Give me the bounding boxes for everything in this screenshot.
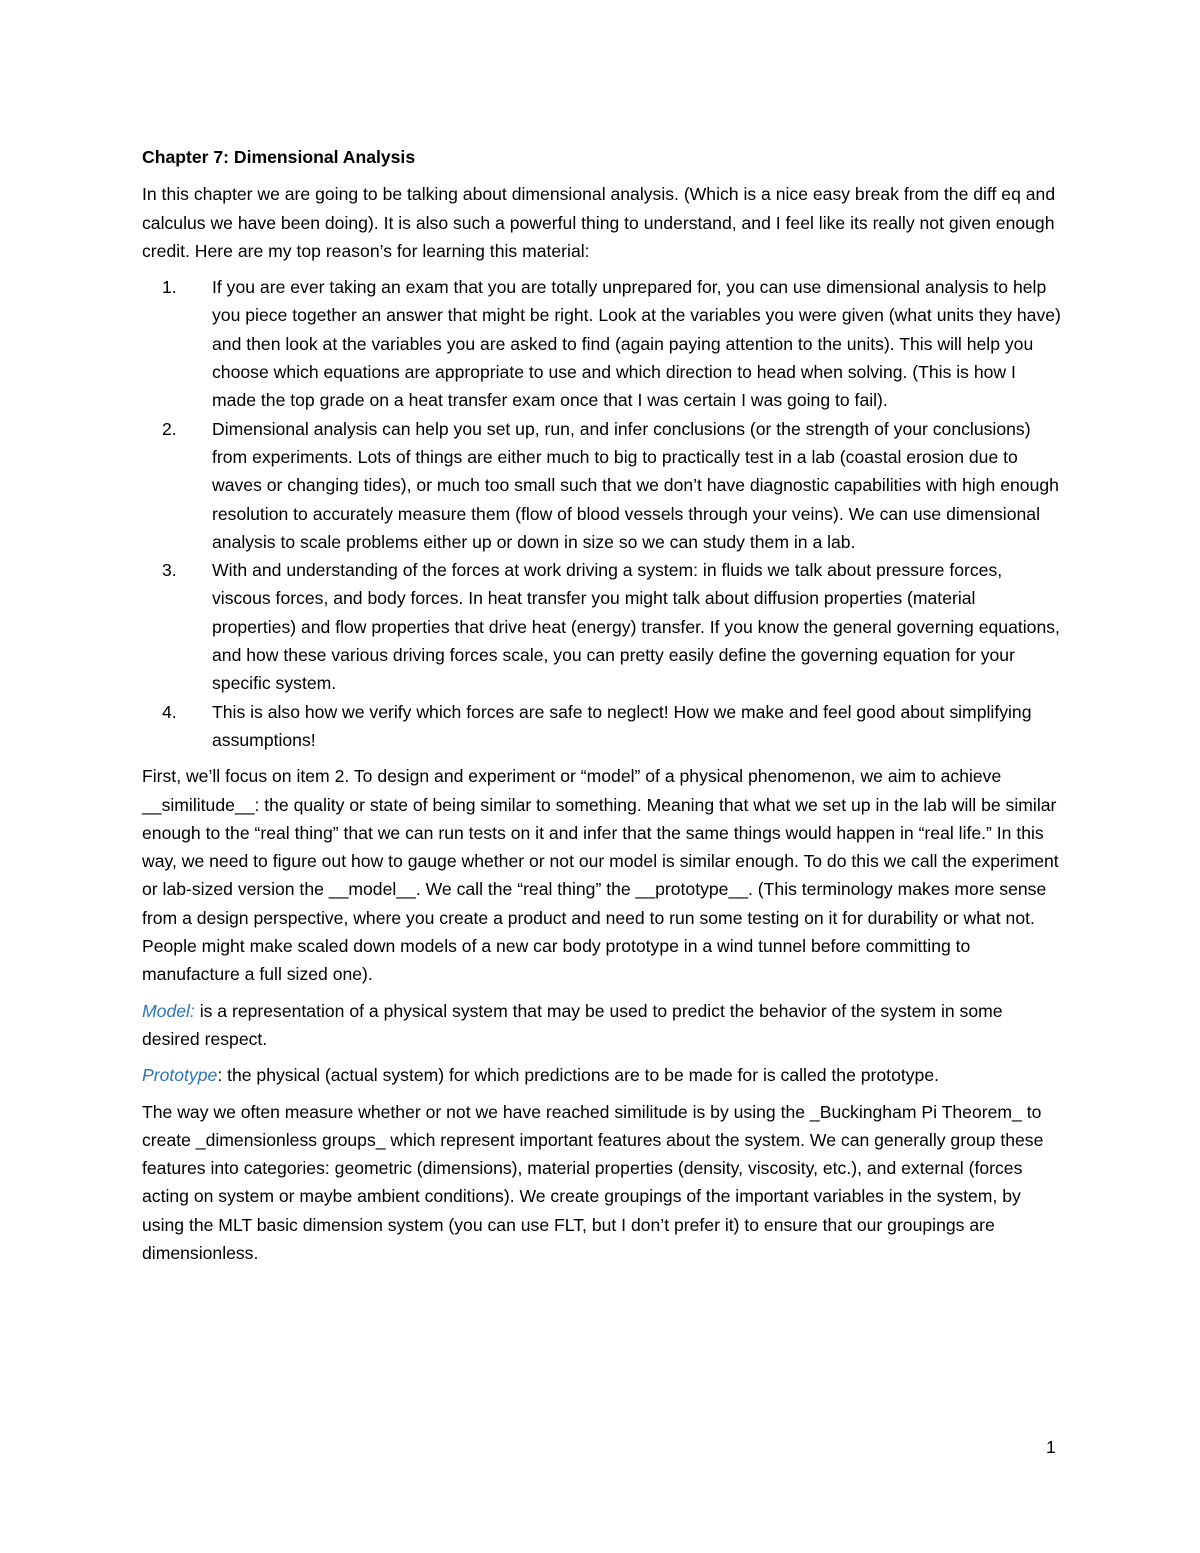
similitude-paragraph: First, we’ll focus on item 2. To design and experiment or “model” of a physical phenomenon, we aim to achieve __similitude__: the quality or state of being similar to something. Meaning that what we set up in the lab will be similar enough to the “real thing” that we can run tests on it and infer that the same things would happen in “real life.” In this way, we need to figure out how to gauge whether or not our model is similar enough. To do this we call the experiment or lab-sized version the __model__. We call the “real thing” the __prototype__. (This terminology makes more sense from a design perspective, where you create a product and need to run some testing on it for durability or what not. People might make scaled down models of a new car body prototype in a wind tunnel before committing to manufacture a full sized one). [142,766,1059,985]
list-item [142,273,1062,414]
page-number: 1 [1046,1437,1056,1457]
model-term: Model: [142,1000,195,1021]
model-definition-text: is a representation of a physical system that may be used to predict the behavior of the system in some desired respect. [142,1000,1003,1049]
list-item [142,556,1062,697]
prototype-term: Prototype [142,1065,218,1086]
model-definition [142,997,1062,1054]
list-item-text: With and understanding of the forces at work driving a system: in fluids we talk about pressure forces, viscous forces, and body forces. In heat transfer you might talk about diffusion properties (material properties) and flow properties that drive heat (energy) transfer. If you know the general governing equations, and how these various driving forces scale, you can pretty easily define the governing equation for your specific system. [212,560,1060,694]
chapter-title: Chapter 7: Dimensional Analysis [142,147,416,167]
list-item-number: 1. [162,277,177,298]
list-item-text: Dimensional analysis can help you set up, run, and infer conclusions (or the strength of your conclusions) from experiments. Lots of things are either much to big to practically test in a lab (coastal erosion due to waves or changing tides), or much too small such that we don’t have diagnostic capabilities with high enough resolution to accurately measure them (flow of blood vessels through your veins). We can use dimensional analysis to scale problems either up or down in size so we can study them in a lab. [212,418,1059,552]
list-item-number: 4. [162,701,177,722]
intro-paragraph: In this chapter we are going to be talking about dimensional analysis. (Which is a nice easy break from the diff eq and calculus we have been doing). It is also such a powerful thing to understand, and I feel like its really not given enough credit. Here are my top reason’s for learning this material: [142,184,1056,261]
list-item [142,415,1062,556]
list-item-text: This is also how we verify which forces are safe to neglect! How we make and feel good about simplifying assumptions! [212,701,1032,750]
reasons-list [142,273,1062,754]
list-item-number: 2. [162,418,177,439]
list-item-text: If you are ever taking an exam that you are totally unprepared for, you can use dimensional analysis to help you piece together an answer that might be right. Look at the variables you were given (what units they have) and then look at the variables you are asked to find (again paying attention to the units). This will help you choose which equations are appropriate to use and which direction to head when solving. (This is how I made the top grade on a heat transfer exam once that I was certain I was going to fail). [212,277,1061,411]
prototype-definition-text: : the physical (actual system) for which predictions are to be made for is called the prototype. [217,1065,939,1086]
buckingham-paragraph: The way we often measure whether or not we have reached similitude is by using the _Buckingham Pi Theorem_ to create _dimensionless groups_ which represent important features about the system. We can generally group these features into categories: geometric (dimensions), material properties (density, viscosity, etc.), and external (forces acting on system or maybe ambient conditions). We create groupings of the important variables in the system, by using the MLT basic dimension system (you can use FLT, but I don’t prefer it) to ensure that our groupings are dimensionless. [142,1101,1044,1263]
list-item [142,698,1062,755]
list-item-number: 3. [162,560,177,581]
prototype-definition [142,1061,1062,1089]
page-content [142,143,1062,1275]
